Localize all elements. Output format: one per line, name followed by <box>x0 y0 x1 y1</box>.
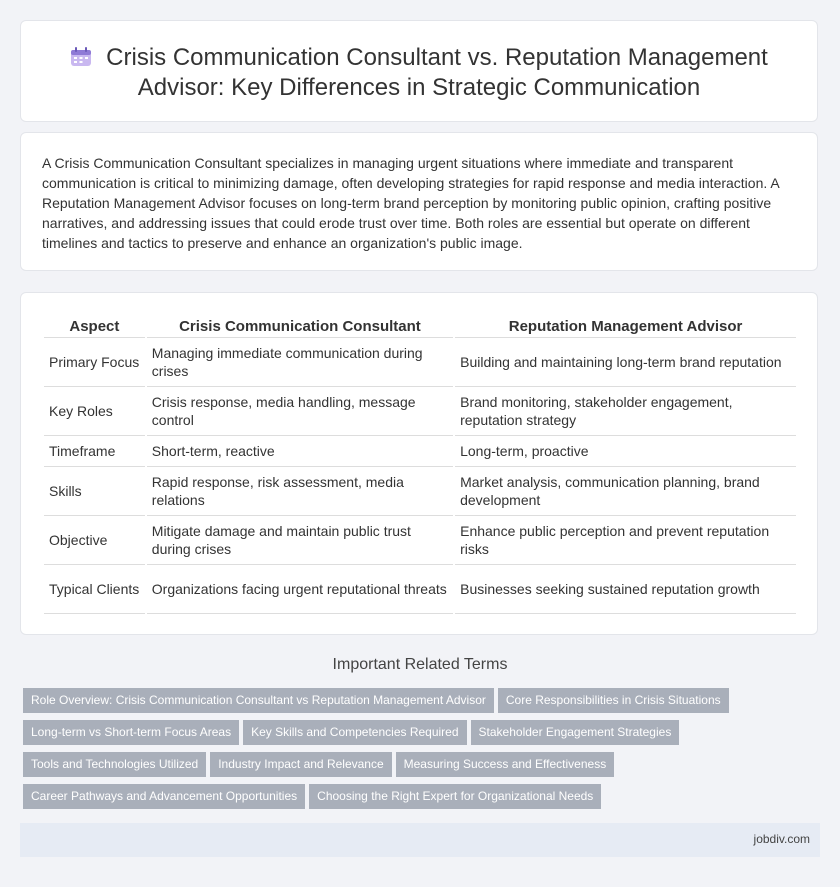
cell-reputation: Brand monitoring, stakeholder engagement, reputation strategy <box>455 387 796 436</box>
table-row <box>44 516 796 565</box>
related-tag[interactable]: Industry Impact and Relevance <box>210 752 391 777</box>
cell-aspect: Primary Focus <box>44 338 145 387</box>
footer-site[interactable]: jobdiv.com <box>753 832 810 846</box>
related-terms-tags <box>23 688 823 816</box>
title-line-1: Crisis Communication Consultant vs. Reputation Management <box>106 44 768 71</box>
table-row <box>44 436 796 467</box>
related-tag[interactable]: Tools and Technologies Utilized <box>23 752 206 777</box>
title-line-2: Advisor: Key Differences in Strategic Communication <box>137 74 701 101</box>
table-row <box>44 467 796 516</box>
header-crisis-consultant: Crisis Communication Consultant <box>147 315 453 338</box>
header-reputation-advisor: Reputation Management Advisor <box>455 315 796 338</box>
cell-aspect: Skills <box>44 467 145 516</box>
comparison-card <box>20 292 818 635</box>
cell-crisis: Rapid response, risk assessment, media relations <box>147 467 453 516</box>
page-title <box>21 43 817 103</box>
table-row <box>44 565 796 614</box>
cell-reputation: Building and maintaining long-term brand reputation <box>455 338 796 387</box>
cell-aspect: Timeframe <box>44 436 145 467</box>
cell-crisis: Mitigate damage and maintain public trust during crises <box>147 516 453 565</box>
related-tag[interactable]: Measuring Success and Effectiveness <box>396 752 615 777</box>
related-tag[interactable]: Career Pathways and Advancement Opportunities <box>23 784 305 809</box>
related-tag[interactable]: Long-term vs Short-term Focus Areas <box>23 720 239 745</box>
cell-crisis: Organizations facing urgent reputational threats <box>147 565 453 614</box>
cell-aspect: Typical Clients <box>44 565 145 614</box>
cell-aspect: Key Roles <box>44 387 145 436</box>
cell-reputation: Long-term, proactive <box>455 436 796 467</box>
header-aspect: Aspect <box>44 315 145 338</box>
cell-aspect: Objective <box>44 516 145 565</box>
table-row <box>44 338 796 387</box>
intro-paragraph: A Crisis Communication Consultant specializes in managing urgent situations where immediate and transparent communication is critical to minimizing damage, often developing strategies for rapid response and media interaction. A Reputation Management Advisor focuses on long-term brand perception by monitoring public opinion, crafting positive narratives, and addressing issues that could erode trust over time. Both roles are essential but operate on different timelines and tactics to preserve and enhance an organization's public image. <box>42 155 779 251</box>
comparison-table <box>42 315 798 614</box>
related-terms-title: Important Related Terms <box>332 656 508 673</box>
cell-crisis: Short-term, reactive <box>147 436 453 467</box>
related-tag[interactable]: Choosing the Right Expert for Organizational Needs <box>309 784 601 809</box>
cell-reputation: Businesses seeking sustained reputation growth <box>455 565 796 614</box>
title-card <box>20 20 818 122</box>
related-tag[interactable]: Stakeholder Engagement Strategies <box>471 720 680 745</box>
footer <box>20 823 820 857</box>
cell-reputation: Enhance public perception and prevent reputation risks <box>455 516 796 565</box>
intro-card <box>20 132 818 271</box>
table-row <box>44 387 796 436</box>
calendar-icon <box>70 47 92 67</box>
related-tag[interactable]: Core Responsibilities in Crisis Situations <box>498 688 729 713</box>
cell-crisis: Managing immediate communication during crises <box>147 338 453 387</box>
cell-crisis: Crisis response, media handling, message control <box>147 387 453 436</box>
table-header-row <box>44 315 796 338</box>
related-tag[interactable]: Role Overview: Crisis Communication Consultant vs Reputation Management Advisor <box>23 688 494 713</box>
cell-reputation: Market analysis, communication planning, brand development <box>455 467 796 516</box>
related-tag[interactable]: Key Skills and Competencies Required <box>243 720 466 745</box>
